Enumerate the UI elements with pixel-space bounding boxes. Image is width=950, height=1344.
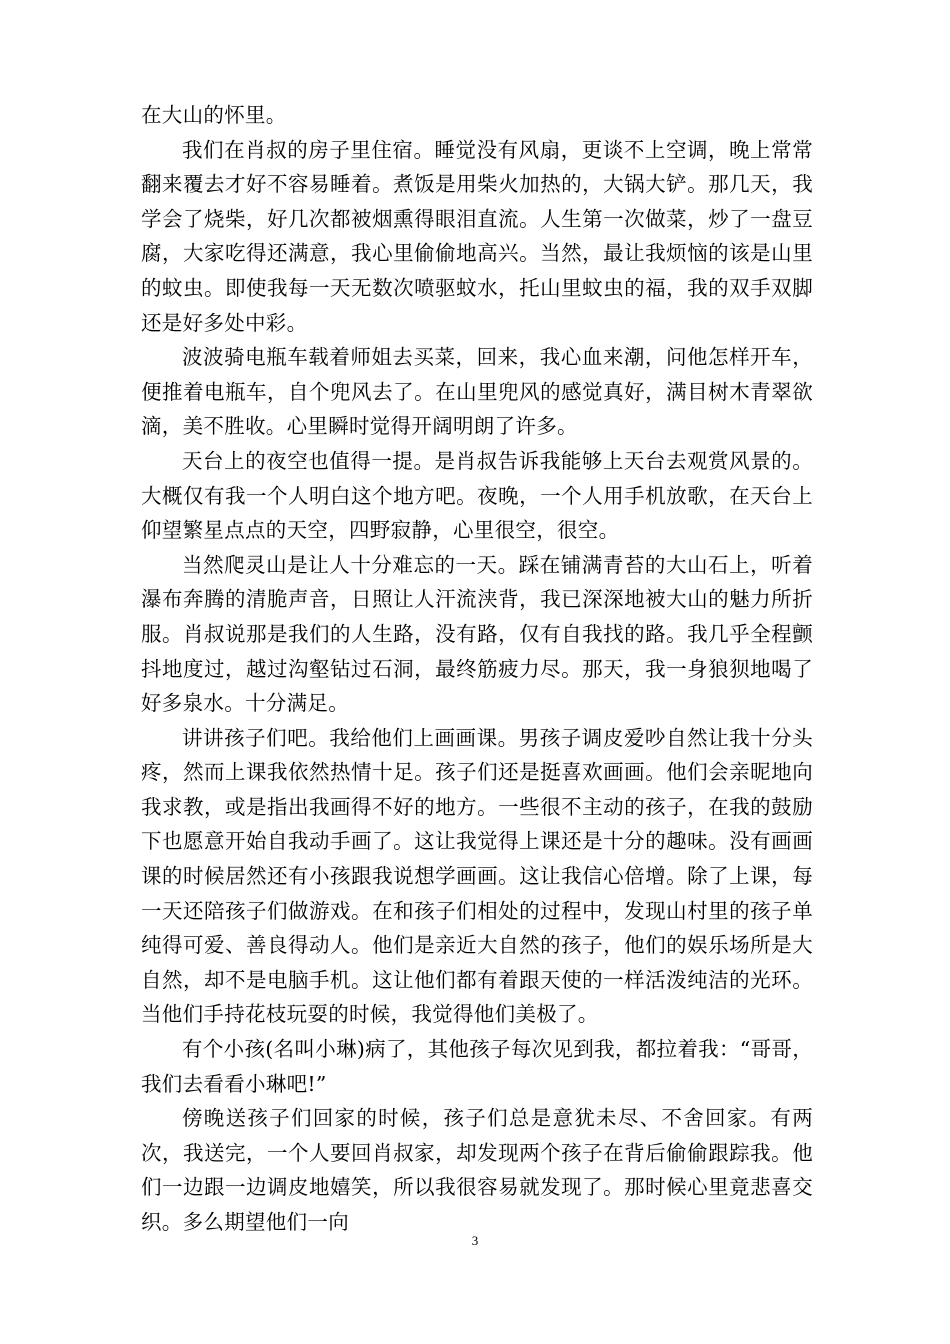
paragraph-6: 讲讲孩子们吧。我给他们上画画课。男孩子调皮爱吵自然让我十分头疼，然而上课我依然热情十足。孩子们还是挺喜欢画画。他们会亲昵地向我求教，或是指出我画得不好的地方。一些很不主动的孩子，在我的鼓励下也愿意开始自我动手画了。这让我觉得上课还是十分的趣味。没有画画课的时候居然还有小孩跟我说想学画画。这让我信心倍增。除了上课，每一天还陪孩子们做游戏。在和孩子们相处的过程中，发现山村里的孩子单纯得可爱、善良得动人。他们是亲近大自然的孩子，他们的娱乐场所是大自然，却不是电脑手机。这让他们都有着跟天使的一样活泼纯洁的光环。当他们手持花枝玩耍的时候，我觉得他们美极了。 — [141, 725, 813, 1027]
document-body — [141, 98, 813, 1240]
paragraph-2: 我们在肖叔的房子里住宿。睡觉没有风扇，更谈不上空调，晚上常常翻来覆去才好不容易睡着。煮饭是用柴火加热的，大锅大铲。那几天，我学会了烧柴，好几次都被烟熏得眼泪直流。人生第一次做菜，炒了一盘豆腐，大家吃得还满意，我心里偷偷地高兴。当然，最让我烦恼的该是山里的蚊虫。即使我每一天无数次喷驱蚊水，托山里蚊虫的福，我的双手双脚还是好多处中彩。 — [141, 137, 813, 335]
paragraph-8: 傍晚送孩子们回家的时候，孩子们总是意犹未尽、不舍回家。有两次，我送完，一个人要回肖叔家，却发现两个孩子在背后偷偷跟踪我。他们一边跟一边调皮地嬉笑，所以我很容易就发现了。那时候心里竟悲喜交织。多么期望他们一向 — [141, 1106, 813, 1234]
paragraph-5: 当然爬灵山是让人十分难忘的一天。踩在铺满青苔的大山石上，听着瀑布奔腾的清脆声音，日照让人汗流浃背，我已深深地被大山的魅力所折服。肖叔说那是我们的人生路，没有路，仅有自我找的路。我几乎全程颤抖地度过，越过沟壑钻过石洞，最终筋疲力尽。那天，我一身狼狈地喝了好多泉水。十分满足。 — [141, 552, 813, 716]
paragraph-7: 有个小孩(名叫小琳)病了，其他孩子每次见到我，都拉着我：“哥哥，我们去看看小琳吧!” — [141, 1037, 813, 1096]
paragraph-3: 波波骑电瓶车载着师姐去买菜，回来，我心血来潮，问他怎样开车，便推着电瓶车，自个兜风去了。在山里兜风的感觉真好，满目树木青翠欲滴，美不胜收。心里瞬时觉得开阔明朗了许多。 — [141, 345, 813, 439]
page-number: 3 — [471, 1233, 479, 1248]
paragraph-1: 在大山的怀里。 — [141, 103, 287, 127]
paragraph-4: 天台上的夜空也值得一提。是肖叔告诉我能够上天台去观赏风景的。大概仅有我一个人明白这个地方吧。夜晚，一个人用手机放歌，在天台上仰望繁星点点的天空，四野寂静，心里很空，很空。 — [141, 448, 813, 543]
